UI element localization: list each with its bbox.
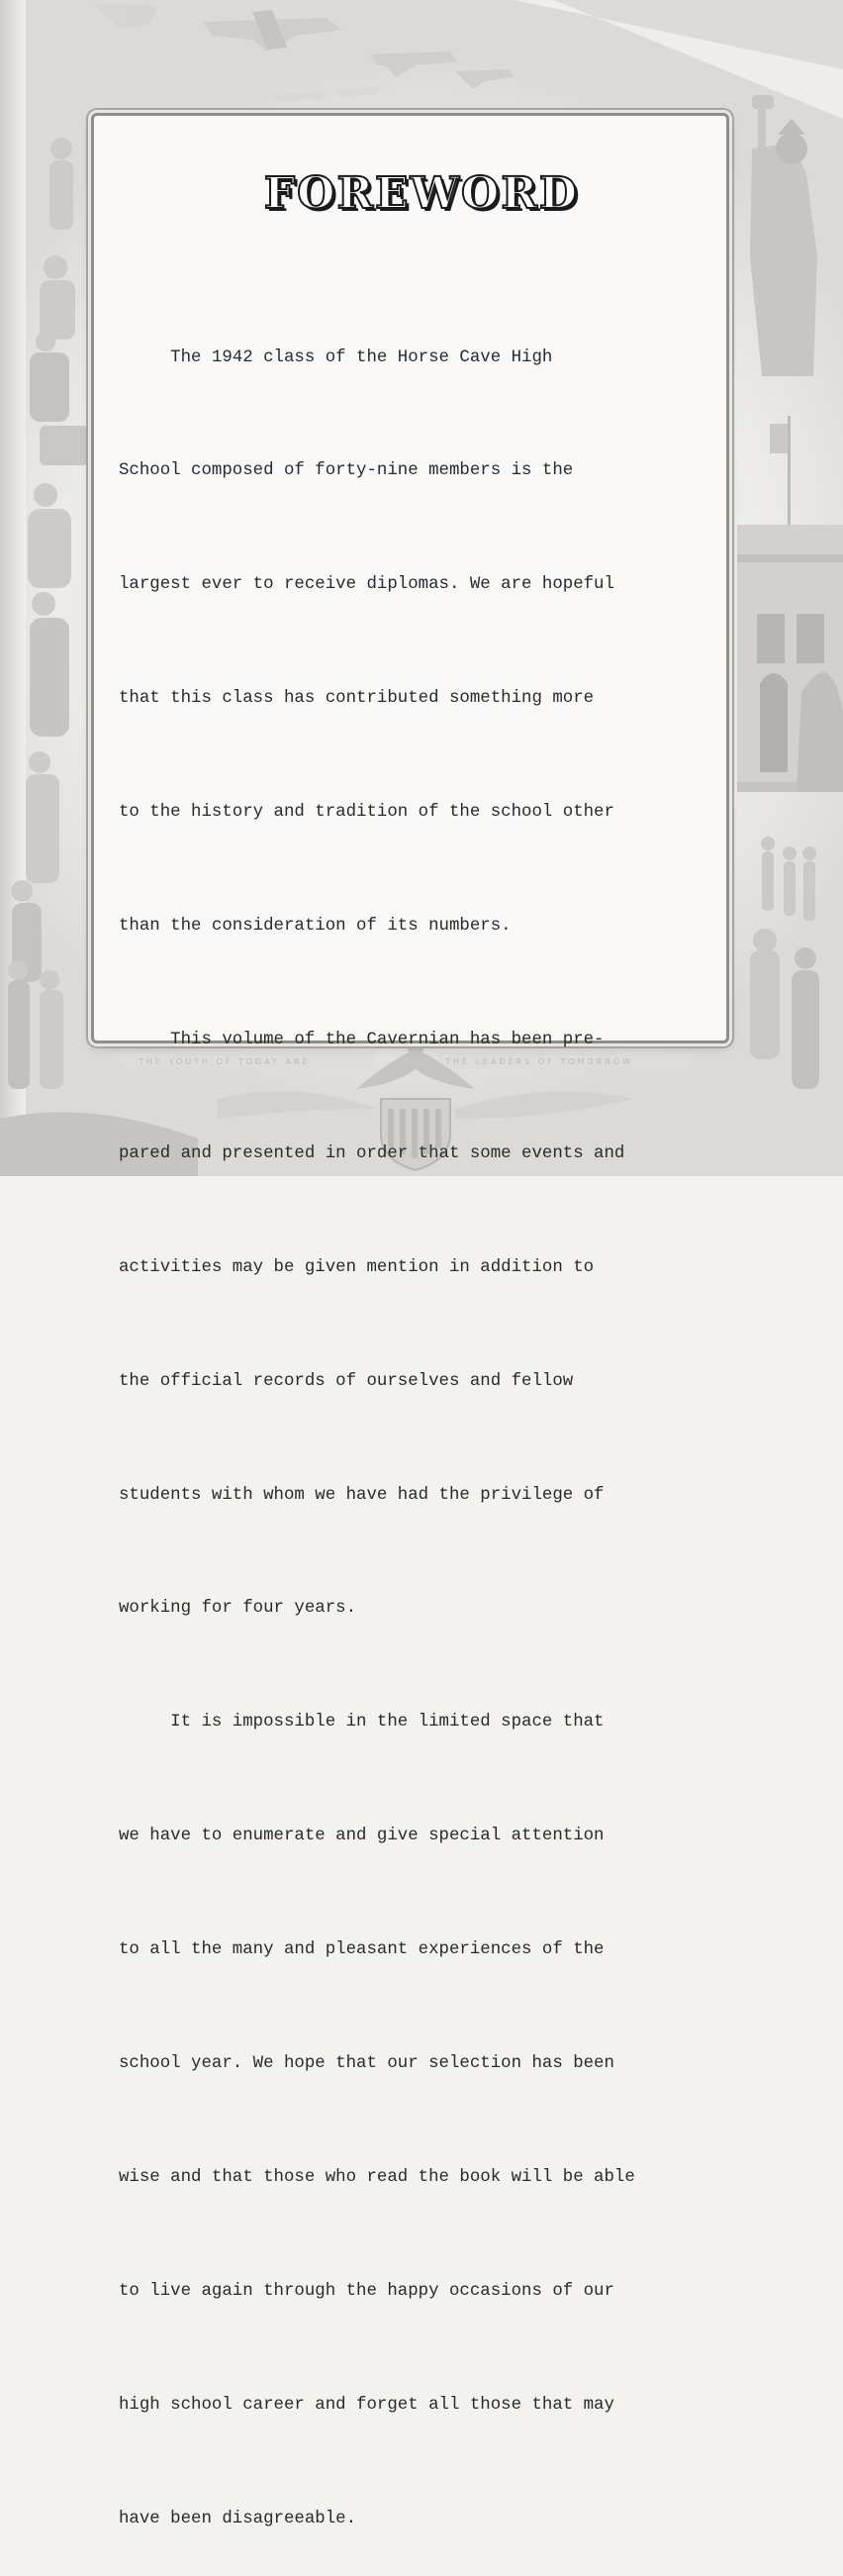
text-line: the official records of ourselves and fellow xyxy=(119,1371,574,1391)
text-line: School composed of forty-nine members is the xyxy=(119,461,574,481)
text-line: to the history and tradition of the school other xyxy=(119,803,614,823)
light-beam xyxy=(515,0,843,119)
page-title: FOREWORD xyxy=(263,168,580,219)
text-line: that this class has contributed something more xyxy=(119,689,595,709)
text-line: to live again through the happy occasions of our xyxy=(119,2281,614,2301)
text-line: have been disagreeable. xyxy=(119,2509,357,2528)
text-line: wise and that those who read the book will be able xyxy=(119,2167,635,2187)
motto-left: THE YOUTH OF TODAY ARE xyxy=(139,1057,311,1066)
text-line: pared and presented in order that some events and xyxy=(119,1143,625,1163)
text-line: we have to enumerate and give special attention xyxy=(119,1827,605,1846)
airplanes-illustration xyxy=(94,4,515,101)
foreword-body xyxy=(119,263,693,2576)
text-line: activities may be given mention in addition to xyxy=(119,1257,595,1277)
text-line: working for four years. xyxy=(119,1599,357,1619)
statue-of-liberty-illustration xyxy=(750,95,817,376)
text-line: largest ever to receive diplomas. We are hopeful xyxy=(119,575,614,595)
text-line: This volume of the Cavernian has been pre- xyxy=(119,1030,605,1049)
text-line: to all the many and pleasant experiences of the xyxy=(119,1940,605,1960)
text-line: school year. We hope that our selection has been xyxy=(119,2053,614,2073)
text-line: than the consideration of its numbers. xyxy=(119,917,512,937)
text-line: students with whom we have had the privilege of xyxy=(119,1485,605,1505)
flag-illustration xyxy=(770,416,791,535)
motto-right: THE LEADERS OF TOMORROW xyxy=(445,1057,634,1066)
text-line: The 1942 class of the Horse Cave High xyxy=(119,347,553,367)
text-line: high school career and forget all those that may xyxy=(119,2395,614,2415)
text-line: It is impossible in the limited space that xyxy=(119,1713,605,1733)
